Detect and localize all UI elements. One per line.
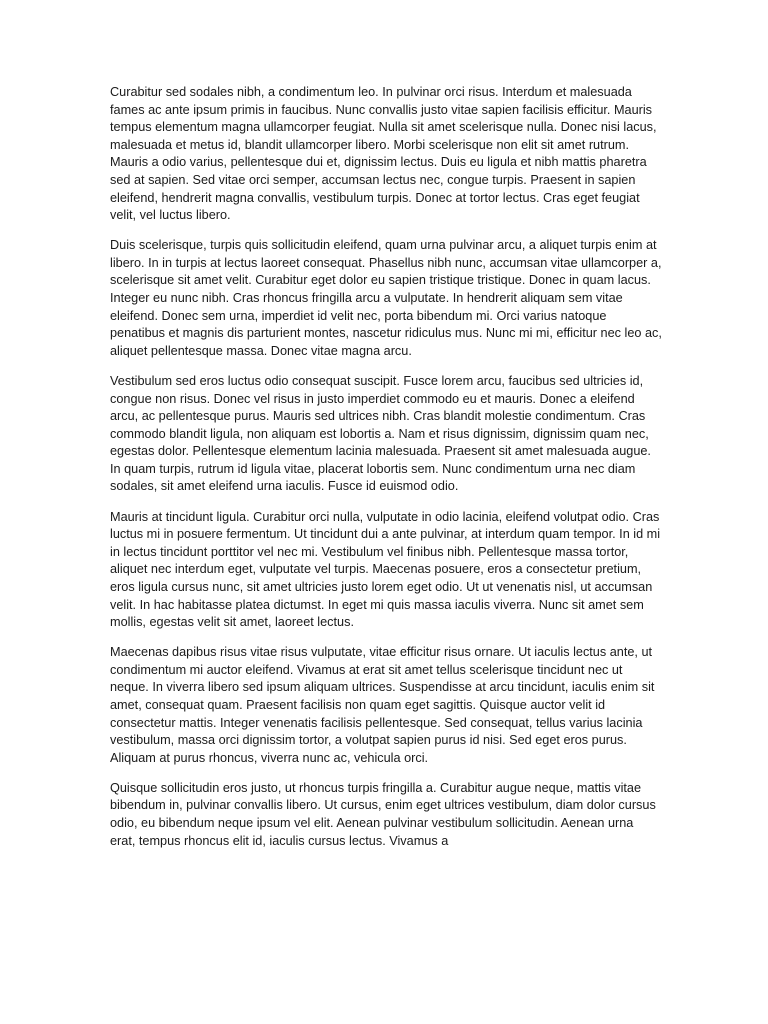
- paragraph-4: Mauris at tincidunt ligula. Curabitur orci nulla, vulputate in odio lacinia, eleifend volutpat odio. Cras luctus mi in posuere fermentum. Ut tincidunt dui a ante pulvinar, at interdum quam tempor. In id mi in lectus tincidunt porttitor vel nec mi. Vestibulum vel finibus nibh. Pellentesque massa tortor, aliquet nec interdum eget, vulputate vel turpis. Maecenas posuere, eros a consectetur pretium, eros ligula cursus nunc, sit amet ultricies justo lorem eget odio. Ut ut venenatis nisl, ut accumsan velit. In hac habitasse platea dictumst. In eget mi quis massa iaculis viverra. Nunc sit amet sem mollis, egestas velit sit amet, laoreet lectus.: [110, 509, 661, 630]
- document-page: [110, 84, 662, 863]
- paragraph-5: Maecenas dapibus risus vitae risus vulputate, vitae efficitur risus ornare. Ut iaculis lectus ante, ut condimentum mi auctor eleifend. Vivamus at erat sit amet tellus scelerisque tincidunt nec ut neque. In viverra libero sed ipsum aliquam ultrices. Suspendisse at arcu tincidunt, iaculis enim sit amet, consequat quam. Praesent facilisis non quam eget sagittis. Quisque auctor velit id consectetur mattis. Integer venenatis facilisis pellentesque. Sed consequat, tellus varius lacinia vestibulum, massa orci dignissim tortor, a volutpat sapien purus id nisi. Sed eget eros purus. Aliquam at purus rhoncus, viverra nunc ac, vehicula orci.: [110, 645, 655, 765]
- paragraph-2: Duis scelerisque, turpis quis sollicitudin eleifend, quam urna pulvinar arcu, a aliquet turpis enim at libero. In in turpis at lectus laoreet consequat. Phasellus nibh nunc, accumsan vitae ullamcorper a, scelerisque sit amet velit. Curabitur eget dolor eu sapien tristique tristique. Donec in quam lacus. Integer eu nunc nibh. Cras rhoncus fringilla arcu a vulputate. In hendrerit aliquam sem vitae eleifend. Donec sem urna, imperdiet id velit nec, porta bibendum mi. Orci varius natoque penatibus et magnis dis parturient montes, nascetur ridiculus mus. Nunc mi mi, efficitur nec leo ac, aliquet pellentesque massa. Donec vitae magna arcu.: [110, 238, 662, 358]
- paragraph-6: Quisque sollicitudin eros justo, ut rhoncus turpis fringilla a. Curabitur augue neque, mattis vitae bibendum in, pulvinar convallis libero. Ut cursus, enim eget ultrices vestibulum, diam dolor cursus odio, eu bibendum neque ipsum vel elit. Aenean pulvinar vestibulum sollicitudin. Aenean urna erat, tempus rhoncus elit id, iaculis cursus lectus. Vivamus a: [110, 780, 656, 848]
- paragraph-3: Vestibulum sed eros luctus odio consequat suscipit. Fusce lorem arcu, faucibus sed ultricies id, congue non risus. Donec vel risus in justo imperdiet commodo eu et mauris. Donec a eleifend arcu, ac pellentesque purus. Mauris sed ultrices nibh. Cras blandit molestie condimentum. Cras commodo blandit ligula, non aliquam est lobortis a. Nam et risus dignissim, dignissim quam nec, egestas dolor. Pellentesque elementum lacinia malesuada. Praesent sit amet malesuada augue. In quam turpis, rutrum id ligula vitae, placerat lobortis sem. Nunc condimentum urna nec diam sodales, sit amet eleifend urna iaculis. Fusce id euismod odio.: [110, 373, 651, 494]
- paragraph-1: Curabitur sed sodales nibh, a condimentum leo. In pulvinar orci risus. Interdum et malesuada fames ac ante ipsum primis in faucibus. Nunc convallis justo vitae sapien facilisis efficitur. Mauris tempus elementum magna ullamcorper feugiat. Nulla sit amet scelerisque nulla. Donec nisi lacus, malesuada et metus id, blandit ullamcorper libero. Morbi scelerisque non elit sit amet rutrum. Mauris a odio varius, pellentesque dui et, dignissim lectus. Duis eu ligula et nibh mattis pharetra sed at sapien. Sed vitae orci semper, accumsan lectus nec, congue turpis. Praesent in sapien eleifend, hendrerit magna convallis, vestibulum turpis. Donec at tortor lectus. Cras eget feugiat velit, vel luctus libero.: [110, 85, 657, 223]
